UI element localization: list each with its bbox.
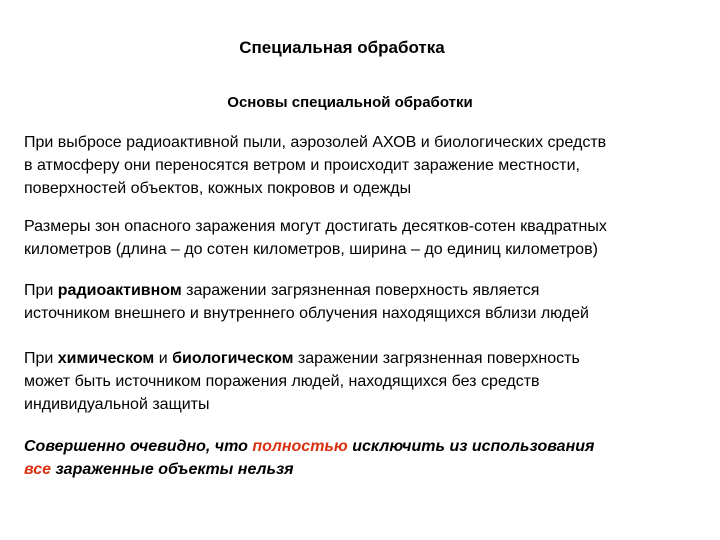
paragraph-release-line-3: поверхностей объектов, кожных покровов и одежды <box>24 180 412 197</box>
paragraph-conclusion-line-1 <box>24 435 708 458</box>
paragraph-release <box>24 131 708 200</box>
paragraph-conclusion <box>24 435 708 481</box>
text-suffix: заражении загрязненная поверхность является <box>181 282 540 299</box>
accent-word-all: все <box>24 461 52 478</box>
paragraph-zone-size-line-2: километров (длина – до сотен километров, ширина – до единиц километров) <box>24 241 598 258</box>
term-radioactive: радиоактивном <box>57 282 182 299</box>
conclusion-text-2: исключить из использования <box>347 438 595 455</box>
paragraph-chem-bio-line-1 <box>24 347 708 370</box>
paragraph-radioactive-line-1 <box>24 279 708 302</box>
text-middle: и <box>154 350 173 367</box>
paragraph-chem-bio <box>24 347 708 416</box>
page-subtitle: Основы специальной обработки <box>227 94 473 111</box>
paragraph-chem-bio-line-2: может быть источником поражения людей, находящихся без средств <box>24 373 540 390</box>
paragraph-zone-size <box>24 215 708 261</box>
paragraph-radioactive-line-2: источником внешнего и внутреннего облучения находящихся вблизи людей <box>24 305 589 322</box>
paragraph-release-line-2: в атмосферу они переносятся ветром и происходит заражение местности, <box>24 157 580 174</box>
term-chemical: химическом <box>57 350 155 367</box>
text-prefix: При <box>24 282 58 299</box>
term-biological: биологическом <box>172 350 294 367</box>
paragraph-conclusion-line-2 <box>24 458 708 481</box>
paragraph-zone-size-line-1: Размеры зон опасного заражения могут достигать десятков-сотен квадратных <box>24 218 607 235</box>
text-prefix: При <box>24 350 58 367</box>
page-title: Специальная обработка <box>239 38 445 57</box>
accent-word-completely: полностью <box>252 438 348 455</box>
conclusion-text-1: Совершенно очевидно, что <box>24 438 253 455</box>
conclusion-text-3: зараженные объекты нельзя <box>51 461 294 478</box>
paragraph-release-line-1: При выбросе радиоактивной пыли, аэрозолей АХОВ и биологических средств <box>24 134 607 151</box>
paragraph-radioactive <box>24 279 708 325</box>
text-suffix: заражении загрязненная поверхность <box>293 350 580 367</box>
paragraph-chem-bio-line-3: индивидуальной защиты <box>24 396 210 413</box>
